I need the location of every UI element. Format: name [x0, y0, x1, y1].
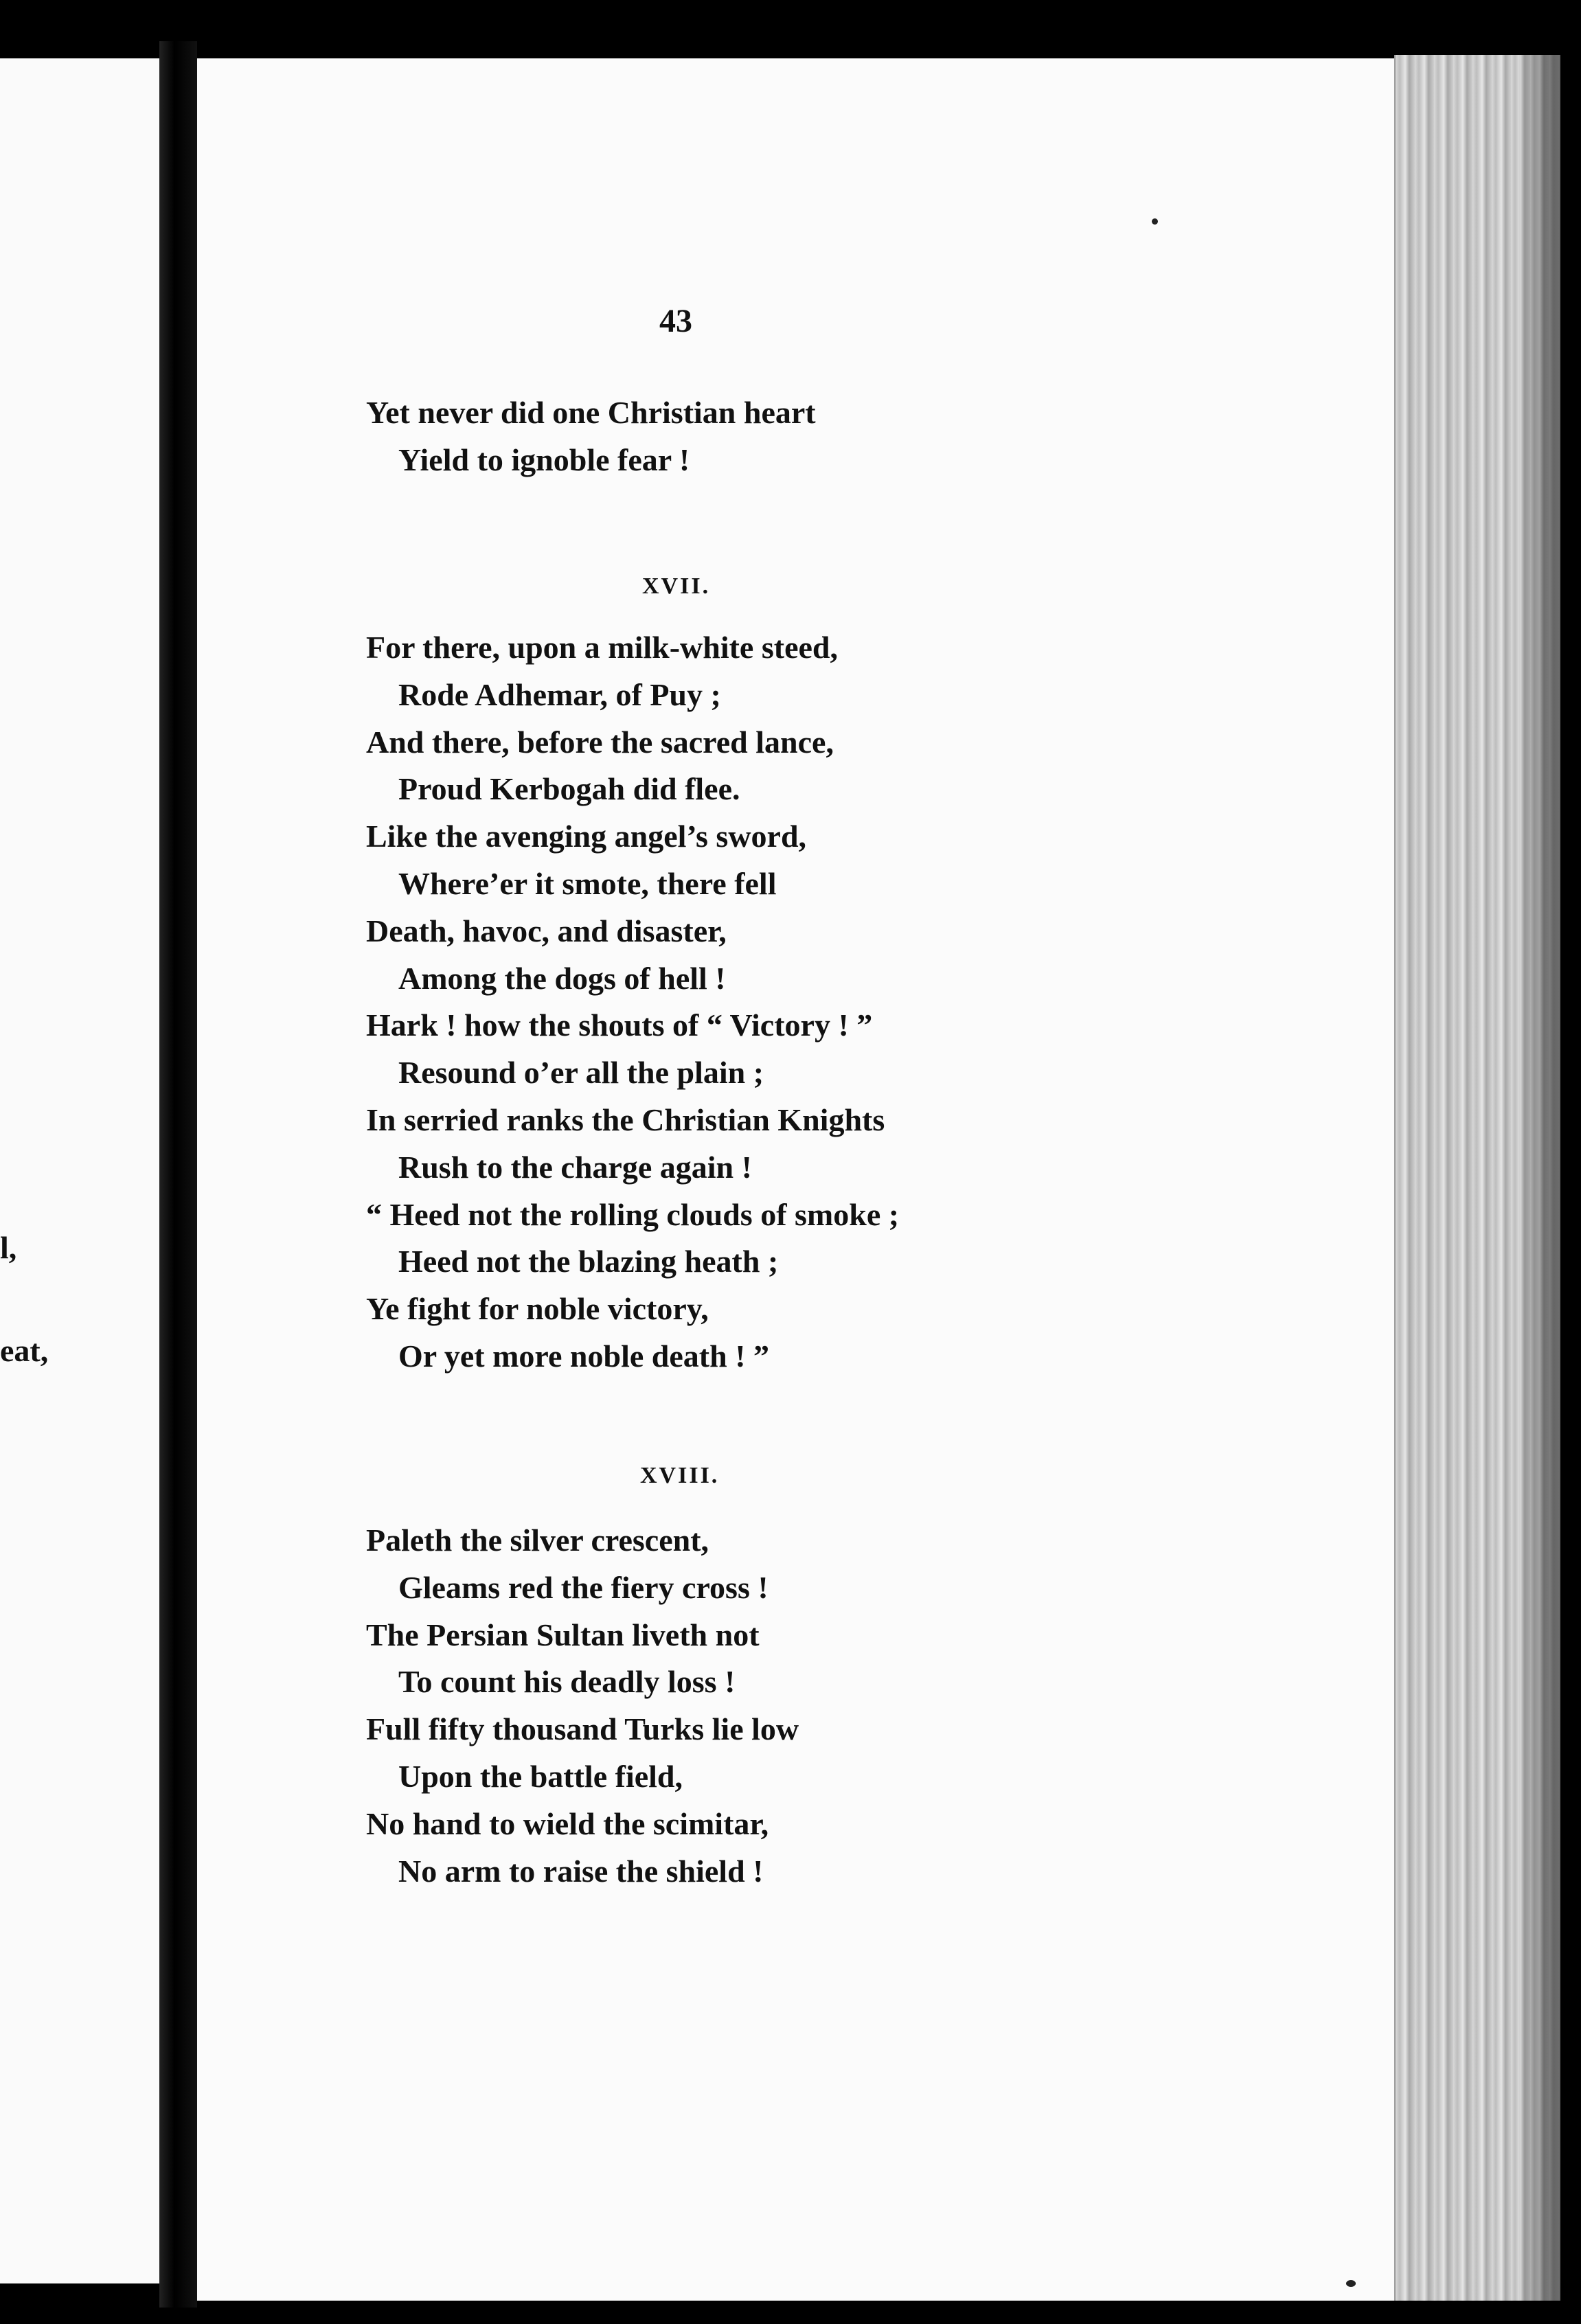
poem-line: Yield to ignoble fear ! [398, 442, 690, 477]
stanza-heading: XVIII. [640, 1463, 720, 1488]
poem-line: For there, upon a milk-white steed, [366, 630, 838, 665]
poem-line: Hark ! how the shouts of “ Victory ! ” [366, 1007, 873, 1043]
poem-line: In serried ranks the Christian Knights [366, 1102, 885, 1137]
poem-line: Or yet more noble death ! ” [398, 1338, 770, 1374]
poem-line: Yet never did one Christian heart [366, 395, 816, 430]
poem-line: Ye fight for noble victory, [366, 1291, 709, 1327]
poem-line: Proud Kerbogah did flee. [398, 771, 740, 807]
poem-line: Rush to the charge again ! [398, 1149, 752, 1185]
poem-line: Among the dogs of hell ! [398, 960, 726, 996]
stanza-heading: XVII. [642, 573, 711, 599]
poem-line: Resound o’er all the plain ; [398, 1055, 764, 1091]
poem-line: To count his deadly loss ! [398, 1664, 736, 1700]
poem-line: No arm to raise the shield ! [398, 1853, 764, 1889]
poem-line: Paleth the silver crescent, [366, 1523, 709, 1558]
speck [1346, 2280, 1356, 2287]
left-page-fragment: eat, [0, 1333, 49, 1368]
left-facing-page [0, 58, 161, 2283]
poem-line: Upon the battle field, [398, 1759, 683, 1794]
page-number: 43 [659, 303, 692, 339]
poem-line: Rode Adhemar, of Puy ; [398, 676, 721, 712]
speck [1152, 218, 1158, 225]
book-gutter [159, 41, 197, 2308]
left-page-fragment: l, [0, 1230, 17, 1265]
poem-line: Heed not the blazing heath ; [398, 1244, 779, 1279]
poem-line: The Persian Sultan liveth not [366, 1617, 760, 1652]
poem-line: “ Heed not the rolling clouds of smoke ; [366, 1196, 900, 1232]
page-edges [1394, 55, 1560, 2301]
poem-line: And there, before the sacred lance, [366, 724, 834, 760]
poem-line: Gleams red the fiery cross ! [398, 1569, 769, 1605]
poem-line: Like the avenging angel’s sword, [366, 819, 807, 854]
poem-line: Full fifty thousand Turks lie low [366, 1711, 799, 1747]
poem-line: Death, havoc, and disaster, [366, 913, 727, 948]
poem-line: Where’er it smote, there fell [398, 866, 777, 901]
poem-line: No hand to wield the scimitar, [366, 1805, 769, 1841]
page-edge-shadow [1519, 55, 1560, 2301]
